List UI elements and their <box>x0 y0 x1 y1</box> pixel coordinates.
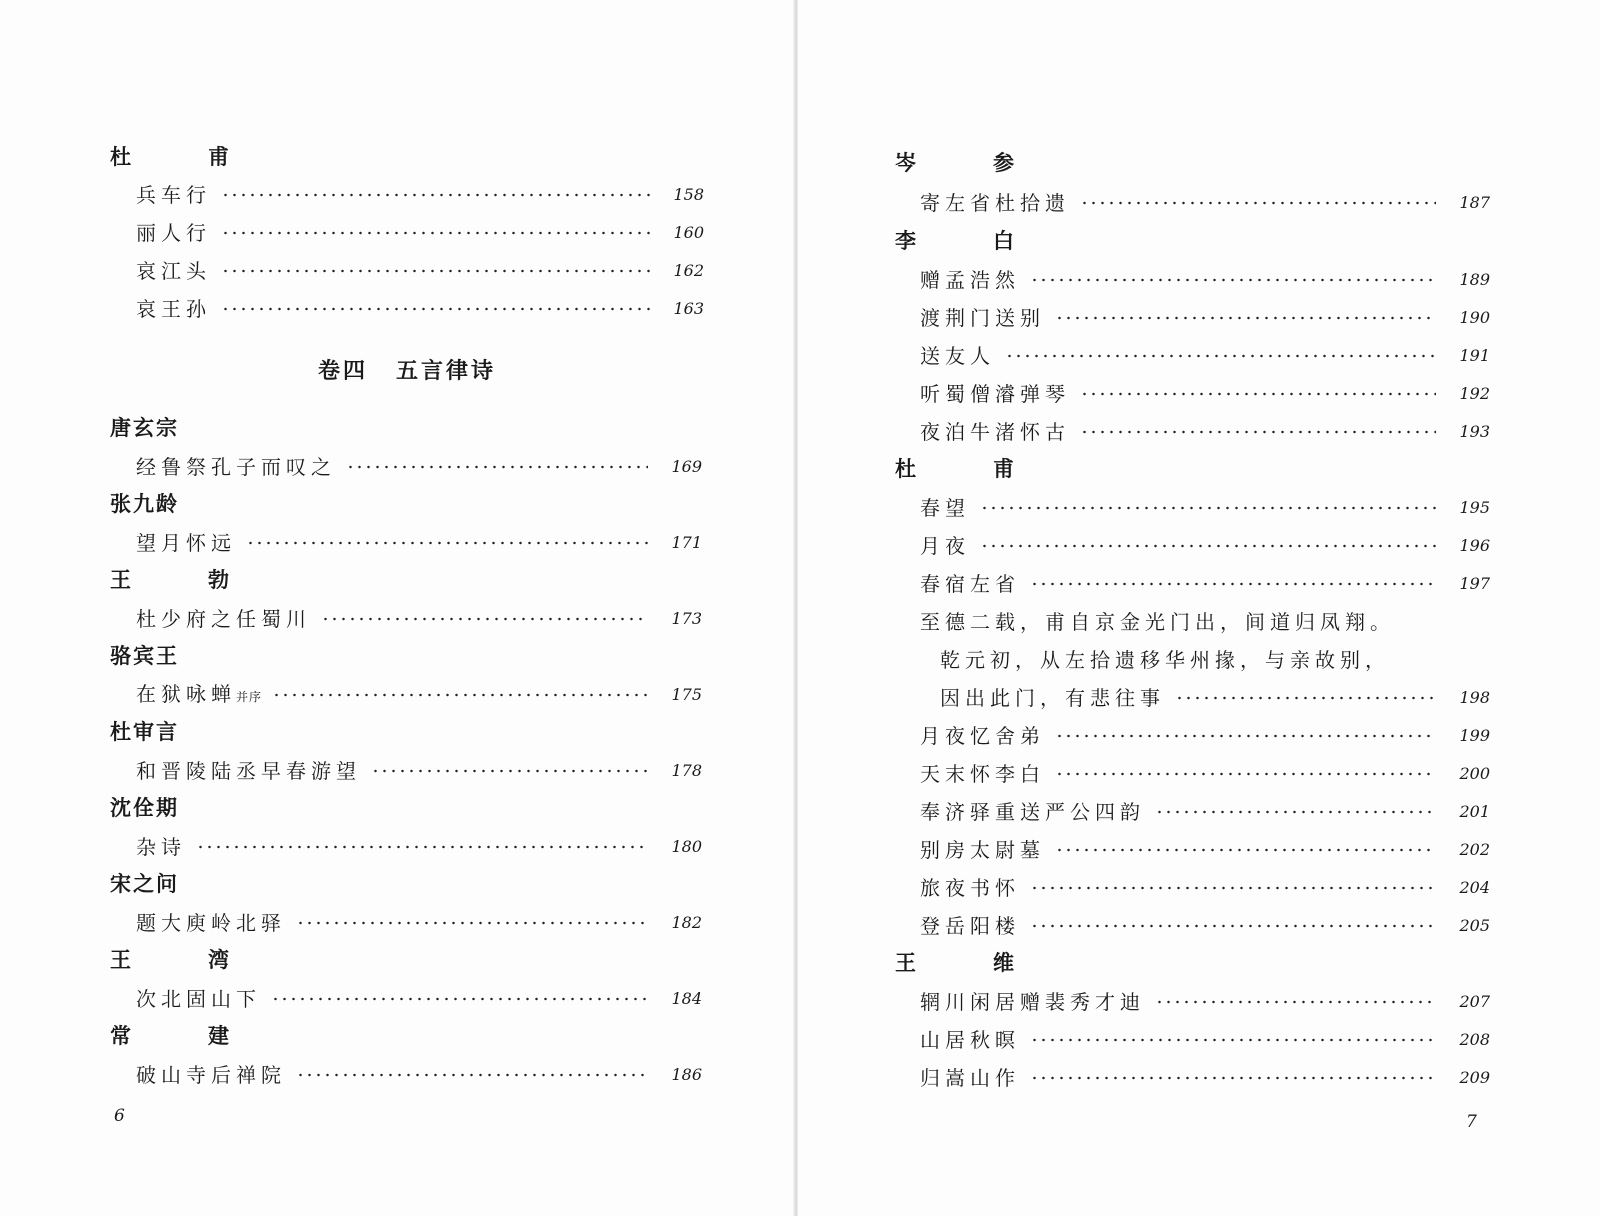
toc-entry[interactable] <box>920 417 1490 447</box>
page-number: 207 <box>1459 992 1490 1011</box>
dot-leader <box>1055 315 1436 321</box>
toc-entry[interactable] <box>940 683 1490 713</box>
dot-leader <box>321 616 648 622</box>
page-number: 160 <box>673 223 704 242</box>
page-number: 202 <box>1459 840 1490 859</box>
author-name: 唐玄宗 <box>110 415 179 440</box>
page-number: 199 <box>1459 726 1490 745</box>
page-number: 171 <box>671 533 702 552</box>
toc-entry[interactable] <box>136 1060 702 1090</box>
dot-leader <box>246 540 648 546</box>
toc-entry[interactable] <box>136 256 704 286</box>
page-number: 204 <box>1459 878 1490 897</box>
dot-leader <box>1155 809 1436 815</box>
page-folio: 7 <box>1466 1112 1477 1132</box>
poem-title: 奉济驿重送严公四韵 <box>920 800 1145 824</box>
dot-leader <box>980 543 1436 549</box>
poem-title: 归嵩山作 <box>920 1066 1020 1090</box>
author-name: 常 建 <box>110 1023 257 1048</box>
page-number: 187 <box>1459 193 1490 212</box>
dot-leader <box>1055 771 1436 777</box>
poem-title: 兵车行 <box>136 183 211 207</box>
volume-label: 卷四 <box>318 358 369 384</box>
dot-leader <box>221 230 650 236</box>
toc-entry[interactable] <box>136 908 702 938</box>
dot-leader <box>272 692 648 698</box>
poem-title: 别房太尉墓 <box>920 838 1045 862</box>
poem-title: 哀王孙 <box>136 297 211 321</box>
dot-leader <box>296 920 648 926</box>
poem-title: 经鲁祭孔子而叹之 <box>136 455 336 479</box>
page-number: 163 <box>673 299 704 318</box>
poem-title: 次北固山下 <box>136 987 261 1011</box>
toc-entry[interactable] <box>920 379 1490 409</box>
toc-entry[interactable] <box>136 604 702 634</box>
page-number: 201 <box>1459 802 1490 821</box>
page-number: 191 <box>1459 346 1490 365</box>
dot-leader <box>221 306 650 312</box>
poem-title-text: 在狱咏蝉 <box>136 681 236 706</box>
poem-title: 题大庾岭北驿 <box>136 911 286 935</box>
poem-title: 赠孟浩然 <box>920 268 1020 292</box>
toc-entry[interactable] <box>920 265 1490 295</box>
dot-leader <box>1055 847 1436 853</box>
author-name: 杜 甫 <box>895 456 1042 481</box>
poem-title: 夜泊牛渚怀古 <box>920 420 1070 444</box>
dot-leader <box>1175 695 1436 701</box>
page-number: 169 <box>671 457 702 476</box>
poem-title: 杂诗 <box>136 835 186 859</box>
toc-entry[interactable] <box>920 303 1490 333</box>
section-heading <box>318 354 496 388</box>
page-number: 209 <box>1459 1068 1490 1087</box>
poem-title: 辋川闲居赠裴秀才迪 <box>920 990 1145 1014</box>
toc-entry[interactable] <box>136 832 702 862</box>
author-name: 张九龄 <box>110 491 179 516</box>
page-number: 197 <box>1459 574 1490 593</box>
poem-title: 春望 <box>920 496 970 520</box>
toc-entry[interactable] <box>920 911 1490 941</box>
page-number: 182 <box>671 913 702 932</box>
dot-leader <box>371 768 648 774</box>
toc-entry[interactable] <box>136 218 704 248</box>
poem-title <box>136 679 262 712</box>
poem-title: 渡荆门送别 <box>920 306 1045 330</box>
dot-leader <box>1030 1075 1436 1081</box>
poem-title: 破山寺后禅院 <box>136 1063 286 1087</box>
page-number: 195 <box>1459 498 1490 517</box>
page-number: 162 <box>673 261 704 280</box>
author-name: 王 勃 <box>110 567 257 592</box>
author-name: 王 维 <box>895 950 1042 975</box>
dot-leader <box>1030 923 1436 929</box>
poem-title: 山居秋暝 <box>920 1028 1020 1052</box>
dot-leader <box>1030 581 1436 587</box>
dot-leader <box>1005 353 1436 359</box>
toc-entry[interactable] <box>920 569 1490 599</box>
page-number: 189 <box>1459 270 1490 289</box>
page-number: 173 <box>671 609 702 628</box>
toc-entry[interactable] <box>920 797 1490 827</box>
toc-entry[interactable] <box>136 528 702 558</box>
author-du-fu: 杜 甫 <box>110 144 257 169</box>
poem-title: 丽人行 <box>136 221 211 245</box>
toc-entry[interactable] <box>136 756 702 786</box>
dot-leader <box>1080 429 1436 435</box>
author-name: 李 白 <box>895 228 1042 253</box>
author-name: 宋之问 <box>110 871 179 896</box>
dot-leader <box>1080 391 1436 397</box>
page-number: 193 <box>1459 422 1490 441</box>
dot-leader <box>196 844 648 850</box>
page-number: 158 <box>673 185 704 204</box>
poem-title: 送友人 <box>920 344 995 368</box>
page-number: 198 <box>1459 688 1490 707</box>
toc-entry[interactable] <box>136 452 702 482</box>
page-number: 186 <box>671 1065 702 1084</box>
poem-title: 登岳阳楼 <box>920 914 1020 938</box>
poem-title: 哀江头 <box>136 259 211 283</box>
page-number: 196 <box>1459 536 1490 555</box>
dot-leader <box>1080 200 1436 206</box>
right-page <box>798 0 1600 1216</box>
long-title-line-1: 至德二载，甫自京金光门出，间道归凤翔。 <box>920 610 1395 634</box>
toc-entry[interactable] <box>136 984 702 1014</box>
dot-leader <box>1155 999 1436 1005</box>
toc-entry[interactable] <box>920 341 1490 371</box>
poem-title: 望月怀远 <box>136 531 236 555</box>
page-number: 208 <box>1459 1030 1490 1049</box>
long-title-line-2: 乾元初，从左拾遗移华州掾，与亲故别， <box>940 648 1390 672</box>
dot-leader <box>1055 733 1436 739</box>
toc-entry[interactable] <box>920 835 1490 865</box>
page-number: 200 <box>1459 764 1490 783</box>
poem-title: 春宿左省 <box>920 572 1020 596</box>
toc-entry[interactable] <box>920 873 1490 903</box>
dot-leader <box>296 1072 648 1078</box>
toc-entry[interactable] <box>920 493 1490 523</box>
dot-leader <box>271 996 648 1002</box>
toc-entry[interactable] <box>920 1063 1490 1093</box>
author-name: 杜审言 <box>110 719 179 744</box>
toc-entry[interactable] <box>920 721 1490 751</box>
dot-leader <box>221 192 650 198</box>
poem-title: 旅夜书怀 <box>920 876 1020 900</box>
author-name: 骆宾王 <box>110 643 179 668</box>
section-name: 五言律诗 <box>396 358 497 384</box>
toc-entry[interactable] <box>920 531 1490 561</box>
toc-entry[interactable] <box>136 294 704 324</box>
poem-title: 寄左省杜拾遗 <box>920 191 1070 215</box>
dot-leader <box>346 464 648 470</box>
page-number: 205 <box>1459 916 1490 935</box>
toc-entry[interactable] <box>920 987 1490 1017</box>
page-number: 178 <box>671 761 702 780</box>
poem-title: 月夜 <box>920 534 970 558</box>
dot-leader <box>1030 277 1436 283</box>
page-number: 190 <box>1459 308 1490 327</box>
page-number: 175 <box>671 685 702 704</box>
poem-title: 因出此门，有悲往事 <box>940 686 1165 710</box>
toc-entry[interactable] <box>920 188 1490 218</box>
dot-leader <box>980 505 1436 511</box>
poem-title: 杜少府之任蜀川 <box>136 607 311 631</box>
toc-entry[interactable] <box>136 180 704 210</box>
poem-title: 天末怀李白 <box>920 762 1045 786</box>
toc-entry[interactable] <box>920 1025 1490 1055</box>
left-page <box>0 0 796 1216</box>
page-folio: 6 <box>114 1106 125 1126</box>
poem-title: 月夜忆舍弟 <box>920 724 1045 748</box>
page-number: 192 <box>1459 384 1490 403</box>
toc-entry[interactable] <box>136 680 702 710</box>
poem-title: 和晋陵陆丞早春游望 <box>136 759 361 783</box>
page-number: 180 <box>671 837 702 856</box>
dot-leader <box>1030 1037 1436 1043</box>
author-name: 王 湾 <box>110 947 257 972</box>
dot-leader <box>221 268 650 274</box>
author-name: 沈佺期 <box>110 795 179 820</box>
page-number: 184 <box>671 989 702 1008</box>
poem-note: 并序 <box>236 689 263 704</box>
poem-title: 听蜀僧濬弹琴 <box>920 382 1070 406</box>
toc-entry[interactable] <box>920 759 1490 789</box>
dot-leader <box>1030 885 1436 891</box>
author-name: 岑 参 <box>895 150 1042 175</box>
